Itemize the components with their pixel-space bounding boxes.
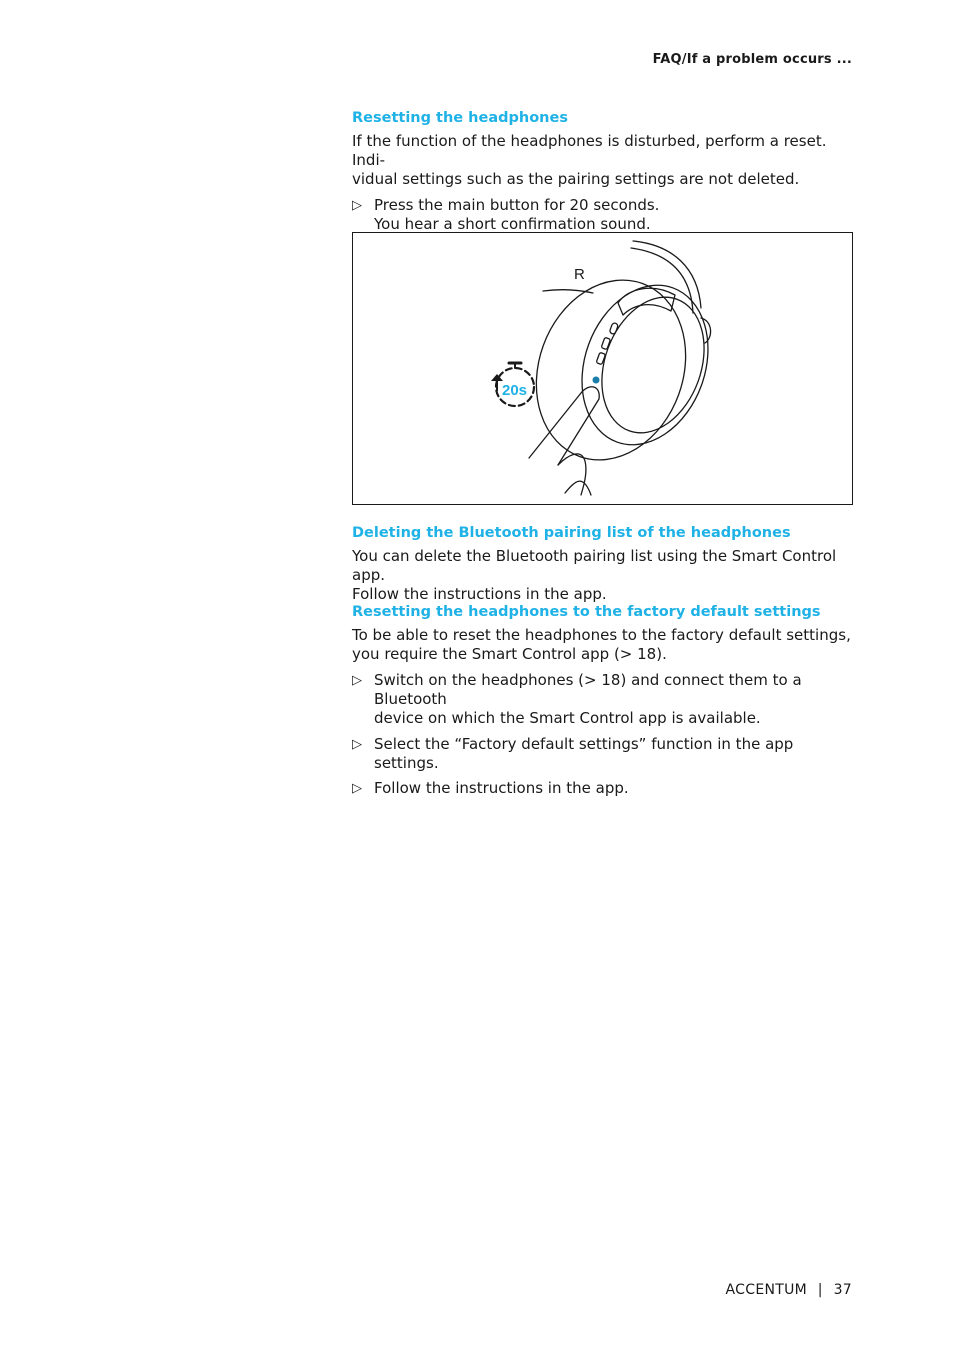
footer-separator: | <box>817 1282 823 1298</box>
timer-label: 20s <box>502 382 528 399</box>
side-label: R <box>574 266 585 283</box>
factory-reset-heading: Resetting the headphones to the factory default settings <box>352 604 821 620</box>
reset-step <box>352 196 854 234</box>
factory-reset-section <box>352 602 854 798</box>
delete-pairing-line1: You can delete the Bluetooth pairing list using the Smart Control app. <box>352 547 837 584</box>
reset-intro-line1: If the function of the headphones is disturbed, perform a reset. Indi- <box>352 132 827 169</box>
reset-step-action: Press the main button for 20 seconds. <box>374 196 660 214</box>
factory-step-1-line2: device on which the Smart Control app is available. <box>374 709 761 727</box>
reset-illustration <box>352 232 853 505</box>
factory-intro-line1: To be able to reset the headphones to the factory default settings, <box>352 626 851 644</box>
page-footer <box>726 1282 852 1298</box>
reset-section <box>352 108 854 234</box>
delete-pairing-line2: Follow the instructions in the app. <box>352 585 607 603</box>
step-marker-icon: ▷ <box>352 781 362 796</box>
delete-pairing-heading: Deleting the Bluetooth pairing list of the headphones <box>352 525 791 541</box>
factory-step-3 <box>352 779 854 798</box>
footer-product: ACCENTUM <box>725 1282 808 1298</box>
reset-heading: Resetting the headphones <box>352 110 568 126</box>
step-marker-icon: ▷ <box>352 198 362 213</box>
delete-pairing-section <box>352 523 854 604</box>
factory-step-1 <box>352 671 854 728</box>
page-number: 37 <box>833 1282 852 1298</box>
factory-intro-line2: you require the Smart Control app (> 18). <box>352 645 667 663</box>
headphone-illustration <box>353 233 852 504</box>
factory-step-3-text: Follow the instructions in the app. <box>374 779 629 797</box>
factory-step-2-text: Select the “Factory default settings” function in the app settings. <box>374 735 794 772</box>
step-marker-icon: ▷ <box>352 737 362 752</box>
reset-intro-line2: vidual settings such as the pairing settings are not deleted. <box>352 170 800 188</box>
led-indicator <box>593 377 600 384</box>
step-marker-icon: ▷ <box>352 673 362 688</box>
factory-step-1-line1: Switch on the headphones (> 18) and connect them to a Bluetooth <box>374 671 802 708</box>
running-header: FAQ/If a problem occurs ... <box>652 52 852 67</box>
factory-step-2 <box>352 735 854 773</box>
reset-step-result: You hear a short confirmation sound. <box>374 215 651 233</box>
